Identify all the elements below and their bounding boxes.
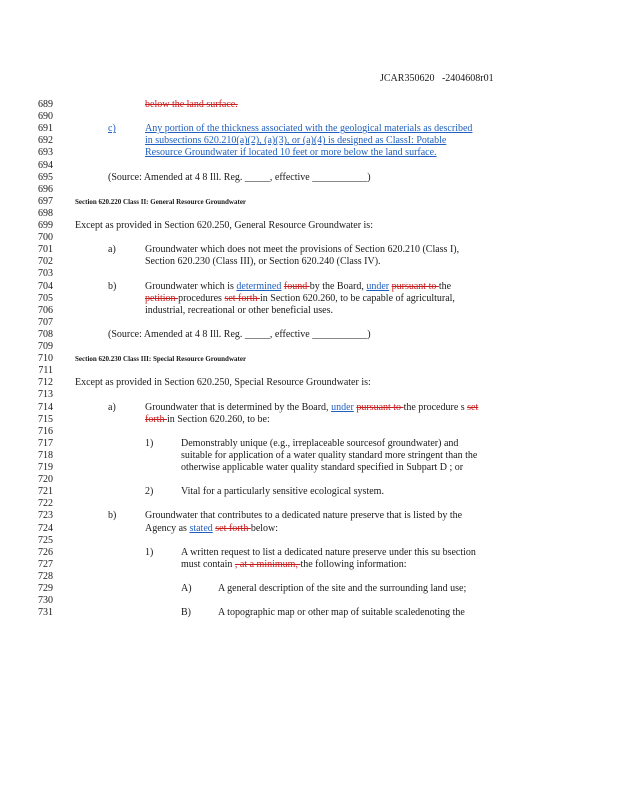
text-line — [108, 329, 371, 340]
line-number: 721 — [38, 486, 53, 498]
text-run: Except as provided in Section 620.250, General Resource Groundwater is: — [75, 220, 373, 231]
inserted-text: c) — [108, 123, 116, 135]
text-run: b) — [108, 510, 117, 522]
line-number: 698 — [38, 207, 53, 219]
inserted-text: stated — [189, 522, 213, 534]
text-line — [145, 305, 333, 316]
document-id-header: JCAR350620 -2404608r01 — [380, 73, 494, 84]
text-run: A written request to list a dedicated nature preserve under this su bsection — [181, 546, 476, 558]
text-run: Except as provided in Section 620.250, Special Resource Groundwater is: — [75, 377, 371, 389]
text-run: by the Board, — [309, 280, 367, 292]
line-number: 724 — [38, 522, 53, 534]
text-run: Groundwater that is determined by the Board, — [145, 401, 332, 413]
text-line — [181, 547, 476, 558]
text-line — [145, 414, 270, 425]
line-number: 706 — [38, 304, 53, 316]
text-run: the following information: — [300, 558, 407, 570]
line-number: 701 — [38, 244, 53, 256]
line-number: 713 — [38, 389, 53, 401]
text-line — [108, 123, 116, 134]
line-number: 703 — [38, 268, 53, 280]
text-line — [145, 281, 451, 292]
text-line — [108, 402, 116, 413]
text-line — [108, 244, 116, 255]
text-line — [75, 353, 246, 365]
text-line — [75, 196, 246, 208]
line-number: 711 — [38, 365, 53, 377]
text-run: (Source: Amended at 4 8 Ill. Reg. _____, effective ___________) — [108, 328, 371, 340]
text-line — [181, 462, 463, 473]
deleted-text: pursuant to — [391, 280, 439, 292]
line-number: 691 — [38, 123, 53, 135]
text-line — [181, 559, 407, 570]
line-number: 695 — [38, 171, 53, 183]
line-number: 700 — [38, 232, 53, 244]
line-number: 730 — [38, 595, 53, 607]
text-run: B) — [181, 607, 191, 619]
text-line — [181, 486, 384, 497]
deleted-text: , at a minimum, — [234, 558, 301, 570]
text-run: in Section 620.260, to be: — [166, 413, 270, 425]
text-line — [145, 510, 462, 521]
line-number: 710 — [38, 353, 53, 365]
text-run: Groundwater that contributes to a dedicated nature preserve that is listed by the — [145, 510, 463, 522]
section-heading: Section 620.220 Class II: General Resource Groundwater — [75, 197, 247, 206]
text-line — [145, 486, 153, 497]
line-number: 718 — [38, 449, 53, 461]
inserted-text: in subsections 620.210(a)(2), (a)(3), or (a)(4) is designed as ClassI: Potable — [145, 135, 447, 147]
text-run: Vital for a particularly sensitive ecological system. — [181, 486, 384, 498]
inserted-text: under — [331, 401, 354, 413]
deleted-text: set forth — [224, 292, 260, 304]
text-run: below: — [250, 522, 279, 534]
line-number: 696 — [38, 183, 53, 195]
text-line — [181, 438, 458, 449]
inserted-text: determined — [236, 280, 282, 292]
text-run: (Source: Amended at 4 8 Ill. Reg. _____, effective ___________) — [108, 171, 371, 183]
line-number: 728 — [38, 570, 53, 582]
text-line — [145, 547, 153, 558]
text-line — [145, 438, 153, 449]
text-run: Section 620.230 (Class III), or Section 620.240 (Class IV). — [145, 256, 381, 268]
text-run: procedures — [178, 292, 225, 304]
line-number: 714 — [38, 401, 53, 413]
text-line — [181, 450, 477, 461]
text-line — [145, 523, 278, 534]
text-line — [108, 281, 116, 292]
line-number: 707 — [38, 316, 53, 328]
line-number: 690 — [38, 111, 53, 123]
section-heading: Section 620.230 Class III: Special Resource Groundwater — [75, 355, 247, 364]
text-line — [145, 402, 478, 413]
text-run: the — [438, 280, 452, 292]
line-number: 705 — [38, 292, 53, 304]
inserted-text: under — [366, 280, 390, 292]
line-number: 723 — [38, 510, 53, 522]
text-line — [145, 123, 472, 134]
line-number: 731 — [38, 607, 53, 619]
text-line — [145, 135, 446, 146]
text-line — [218, 583, 466, 594]
deleted-text: pursuant to — [356, 401, 404, 413]
deleted-text: set forth — [215, 522, 251, 534]
line-number: 715 — [38, 413, 53, 425]
line-number: 708 — [38, 328, 53, 340]
line-number: 722 — [38, 498, 53, 510]
text-line — [181, 583, 192, 594]
line-number: 693 — [38, 147, 53, 159]
text-run: Groundwater which does not meet the provisions of Section 620.210 (Class I), — [145, 244, 460, 256]
text-run: 1) — [145, 437, 154, 449]
line-number: 699 — [38, 220, 53, 231]
line-number: 702 — [38, 256, 53, 268]
text-run: A) — [181, 583, 192, 594]
line-number: 727 — [38, 558, 53, 570]
text-run: suitable for application of a water quality standard more stringent than the — [181, 449, 478, 461]
text-line — [108, 510, 116, 521]
deleted-text: below the land surface. — [145, 99, 238, 110]
deleted-text: petition — [145, 292, 179, 304]
text-line — [75, 377, 371, 388]
text-line — [218, 607, 465, 618]
line-number: 689 — [38, 99, 53, 110]
text-line — [145, 147, 437, 158]
line-number: 712 — [38, 377, 53, 389]
line-number: 704 — [38, 280, 53, 292]
line-number: 719 — [38, 462, 53, 473]
text-run: A topographic map or other map of suitable scaledenoting the — [218, 607, 465, 619]
text-run: industrial, recreational or other beneficial uses. — [145, 304, 333, 316]
text-run: a) — [108, 244, 116, 256]
text-run: in Section 620.260, to be capable of agricultural, — [259, 292, 455, 304]
text-line — [145, 244, 459, 255]
line-number: 726 — [38, 546, 53, 558]
text-line — [145, 99, 238, 110]
line-number: 717 — [38, 437, 53, 449]
text-line — [145, 293, 455, 304]
text-run: a) — [108, 401, 116, 413]
text-run: A general description of the site and the surrounding land use; — [218, 583, 467, 594]
text-run: the procedure s — [403, 401, 468, 413]
line-number: 716 — [38, 425, 53, 437]
text-line — [75, 220, 373, 231]
inserted-text: Resource Groundwater if located 10 feet or more below the land surface. — [145, 147, 437, 159]
text-line — [108, 172, 371, 183]
text-run: Groundwater which is — [145, 280, 237, 292]
line-number: 720 — [38, 474, 53, 486]
line-number: 697 — [38, 195, 53, 207]
text-run: Demonstrably unique (e.g., irreplaceable sourcesof groundwater) and — [181, 437, 459, 449]
deleted-text: found — [283, 280, 310, 292]
line-number: 729 — [38, 583, 53, 594]
text-run: otherwise applicable water quality standard specified in Subpart D ; or — [181, 462, 464, 473]
line-number: 709 — [38, 341, 53, 352]
text-run: b) — [108, 280, 117, 292]
deleted-text: forth — [145, 413, 167, 425]
line-number: 694 — [38, 159, 53, 171]
line-number: 692 — [38, 135, 53, 147]
text-line — [145, 256, 381, 267]
text-run: must contain — [181, 558, 235, 570]
deleted-text: set — [467, 401, 479, 413]
inserted-text: Any portion of the thickness associated with the geological materials as described — [145, 123, 473, 135]
text-run: 1) — [145, 546, 154, 558]
text-run: 2) — [145, 486, 154, 498]
text-line — [181, 607, 191, 618]
line-number: 725 — [38, 534, 53, 546]
text-run: Agency as — [145, 522, 190, 534]
